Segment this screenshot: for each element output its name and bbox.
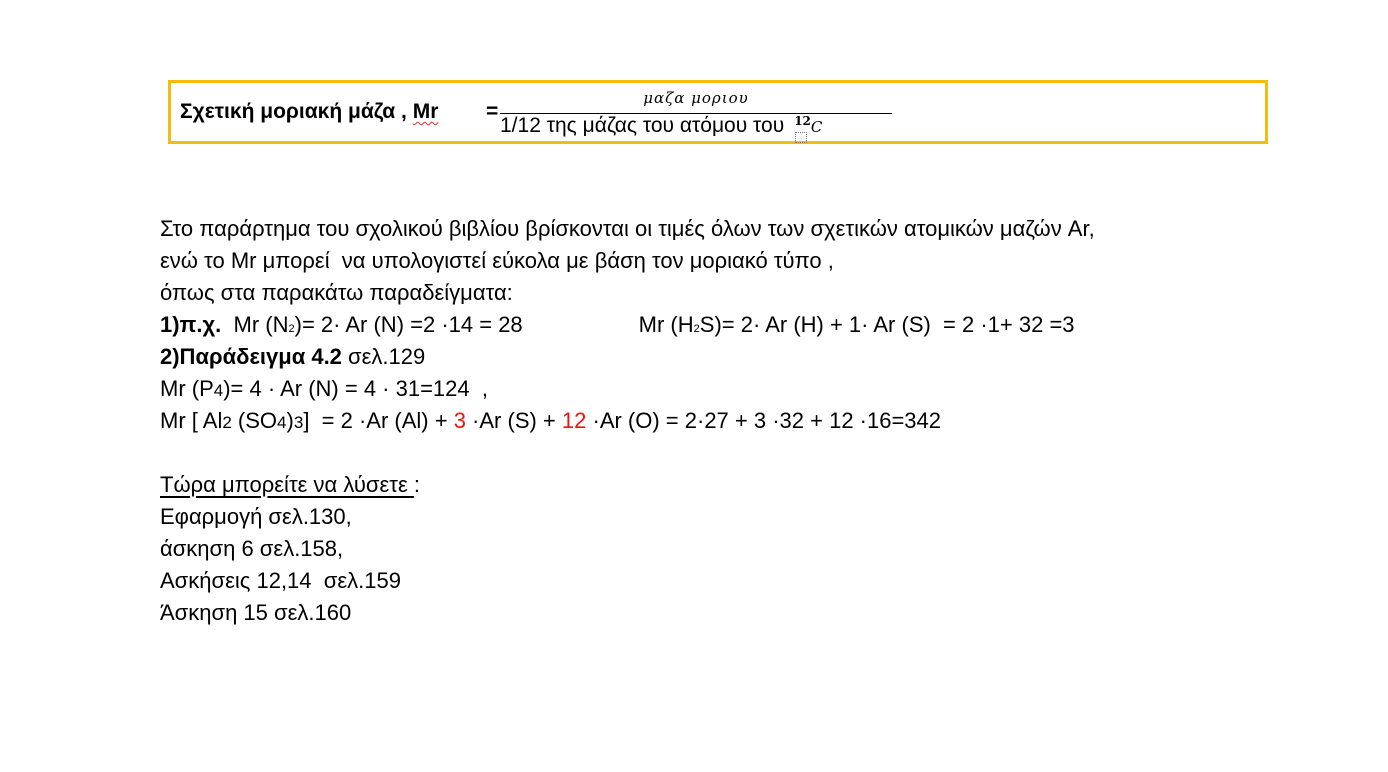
exercise-item: Άσκηση 15 σελ.160 — [160, 600, 352, 625]
mr-label: Mr — [412, 100, 439, 123]
exercise-item: άσκηση 6 σελ.158, — [160, 536, 344, 561]
formula-equals: = — [486, 100, 499, 123]
blank-line — [160, 437, 1095, 469]
carbon-12-isotope: $^{12}$C — [794, 118, 822, 136]
exercise-item: Ασκήσεις 12,14 σελ.159 — [160, 568, 401, 593]
formula-denominator: 1/12 της μάζας του ατόμου του $^{12}$C — [500, 114, 822, 138]
intro-line-1: Στο παράρτημα του σχολικού βιβλίου βρίσκονται οι τιμές όλων των σχετικών ατομικών μαζών Ar, — [160, 216, 1095, 241]
formula-numerator: μαζα μοριου — [643, 89, 749, 107]
placeholder-box-icon — [795, 132, 807, 143]
example-1-line: 1)π.χ. Mr (N2)= 2· Ar (N) =2 ·14 = 28 Mr (H2S)= 2· Ar (H) + 1· Ar (S) = 2 ·1+ 32 =3 — [160, 312, 1075, 337]
now-solve-heading: Τώρα μπορείτε να λύσετε : — [160, 472, 421, 497]
formula-label: Σχετική μοριακή μάζα , Mr — [180, 100, 439, 123]
example-2-line: 2)Παράδειγμα 4.2 σελ.129 — [160, 344, 426, 369]
example-4-line: Mr [ Al2 (SO4)3] = 2 ·Ar (Al) + 3 ·Ar (S) + 12 ·Ar (O) = 2·27 + 3 ·32 + 12 ·16=342 — [160, 408, 942, 433]
example-3-line: Mr (P4)= 4 · Ar (N) = 4 · 31=124 , — [160, 376, 488, 401]
intro-line-3: όπως στα παρακάτω παραδείγματα: — [160, 280, 513, 305]
body-text — [160, 213, 1095, 629]
intro-line-2: ενώ το Mr μπορεί να υπολογιστεί εύκολα με βάση τον μοριακό τύπο , — [160, 248, 834, 273]
exercise-item: Εφαρμογή σελ.130, — [160, 504, 352, 529]
